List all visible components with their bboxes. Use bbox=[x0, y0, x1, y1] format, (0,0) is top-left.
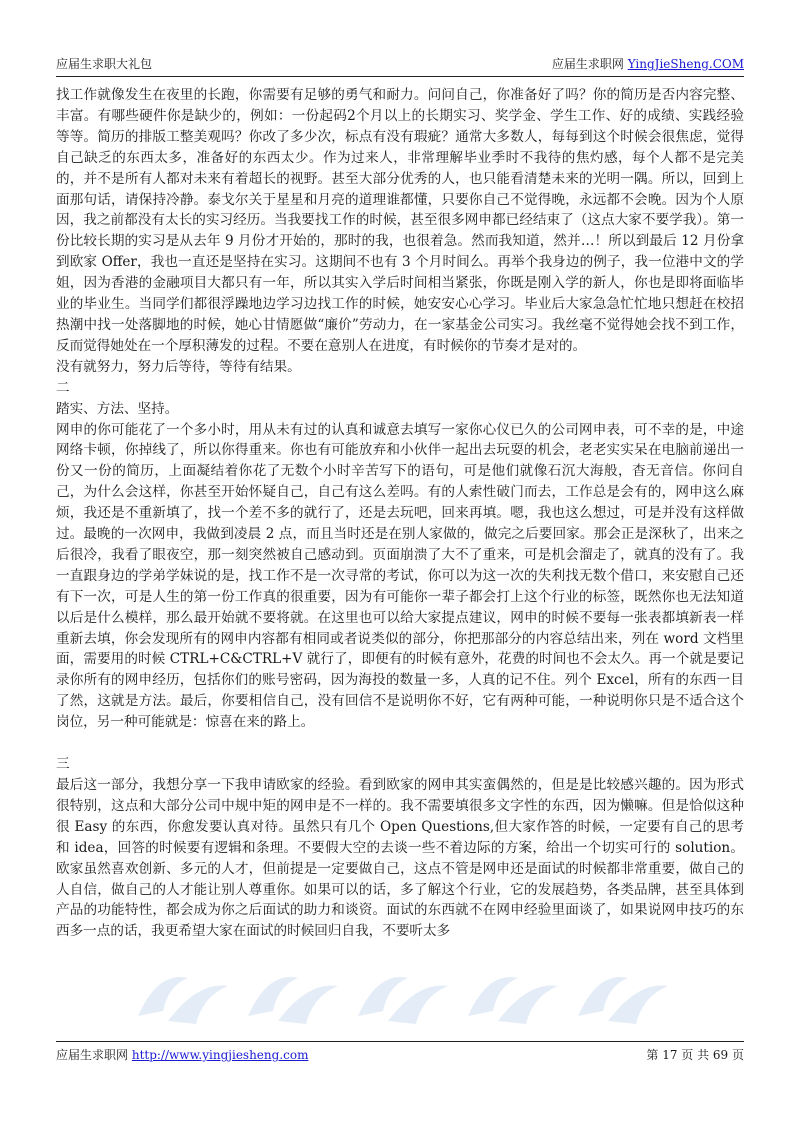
header-site-link[interactable]: YingJieSheng.COM bbox=[627, 57, 744, 71]
section1-closing: 没有就努力，努力后等待，等待有结果。 bbox=[56, 358, 301, 375]
document-body bbox=[56, 85, 744, 942]
section1-paragraph: 找工作就像发生在夜里的长跑，你需要有足够的勇气和耐力。问问自己，你准备好了吗？你的简历是否内容完整、丰富。有哪些硬件你是缺少的，例如：一份起码2个月以上的长期实习、奖学金、学生工作、好的成绩、实践经验等等。简历的排版工整美观吗？你改了多少次，标点有没有瑕疵？通常大多数人，每每到这个时候会很焦虑，觉得自己缺乏的东西太多，准备好的东西太少。作为过来人，非常理解毕业季时不我待的焦灼感，每个人都不是完美的，并不是所有人都对未来有着超长的视野。甚至大部分优秀的人，也只能看清楚未来的光明一隅。所以，回到上面那句话，请保持冷静。泰戈尔关于星星和月亮的道理谁都懂，只要你自己不觉得晚，永远都不会晚。因为个人原因，我之前都没有太长的实习经历。当我要找工作的时候，甚至很多网申都已经结束了（这点大家不要学我）。第一份比较长期的实习是从去年 9 月份才开始的，那时的我，也很着急。然而我知道，然并…！所以到最后 12 月份拿到欧家 Offer，我也一直还是坚持在实习。这期间不也有 3 个月时间么。再举个我身边的例子，我一位港中文的学姐，因为香港的金融项目大都只有一年，所以其实入学后时间相当紧张，你既是刚入学的新人，你也是即将面临毕业的毕业生。当同学们都很浮躁地边学习边找工作的时候，她安安心心学习。毕业后大家急急忙忙地只想赶在校招热潮中找一处落脚地的时候，她心甘情愿做“廉价”劳动力，在一家基金公司实习。我丝毫不觉得她会找不到工作，反而觉得她处在一个厚积薄发的过程。不要在意别人在进度，有时候你的节奏才是对的。 bbox=[56, 87, 744, 354]
header-site bbox=[552, 55, 744, 73]
footer-divider bbox=[56, 1041, 744, 1042]
section3-number: 三 bbox=[56, 756, 70, 773]
footer-site-name: 应届生求职网 bbox=[56, 1048, 129, 1062]
header-divider bbox=[56, 76, 744, 77]
watermark-logo-icon bbox=[458, 966, 568, 1036]
header-title: 应届生求职大礼包 bbox=[56, 57, 153, 71]
header-site-name: 应届生求职网 bbox=[551, 57, 624, 71]
watermark-logo-icon bbox=[348, 966, 458, 1036]
page-number: 第 17 页 共 69 页 bbox=[646, 1048, 744, 1062]
section3-paragraph: 最后这一部分，我想分享一下我申请欧家的经验。看到欧家的网申其实蛮偶然的，但是是比较感兴趣的。因为形式很特别，这点和大部分公司中规中矩的网申是不一样的。我不需要填很多文字性的东西，因为懒嘛。但是恰似这种很 Easy 的东西，你愈发要认真对待。虽然只有几个 Open Questions,但大家作答的时候，一定要有自己的思考和 idea，回答的时候要有逻辑和条理。不要假大空的去谈一些不着边际的方案，给出一个切实可行的 solution。欧家虽然喜欢创新、多元的人才，但前提是一定要做自己，这点不管是网申还是面试的时候都非常重要，做自己的人自信，做自己的人才能让别人尊重你。如果可以的话，多了解这个行业，它的发展趋势，各类品牌，甚至具体到产品的功能特性，都会成为你之后面试的助力和谈资。面试的东西就不在网申经验里面谈了，如果说网申技巧的东西多一点的话，我更希望大家在面试的时候回归自我，不要听太多 bbox=[56, 777, 744, 940]
footer-site-link[interactable]: http://www.yingjiesheng.com bbox=[131, 1048, 309, 1062]
footer-site bbox=[56, 1046, 308, 1064]
section2-paragraph: 网申的你可能花了一个多小时，用从未有过的认真和诚意去填写一家你心仪已久的公司网申表，可不幸的是，中途网络卡顿，你掉线了，所以你得重来。你也有可能放弃和小伙伴一起出去玩耍的机会，老老实实呆在电脑前递出一份又一份的简历，上面凝结着你花了无数个小时辛苦写下的语句，可是他们就像石沉大海般，杳无音信。你问自己，为什么会这样，你甚至开始怀疑自己，自己有这么差吗。有的人索性破门而去，工作总是会有的，网申这么麻烦，我还是不重新填了，找一个差不多的就行了，还是去玩吧，回来再填。嗯，我也这么想过，可是并没有这样做过。最晚的一次网申，我做到凌晨 2 点，而且当时还是在别人家做的，做完之后要回家。那会正是深秋了，出来之后很冷，我看了眼夜空，那一刻突然被自己感动到。页面崩溃了大不了重来，可是机会溜走了，就真的没有了。我一直跟身边的学弟学妹说的是，找工作不是一次寻常的考试，你可以为这一次的失利找无数个借口，来安慰自己还有下一次，可是人生的第一份工作真的很重要，因为有可能你一辈子都会打上这个行业的标签，既然你也无法知道以后是什么模样，那么最开始就不要将就。在这里也可以给大家提点建议，网申的时候不要每一张表都填新表一样重新去填，你会发现所有的网申内容都有相同或者说类似的部分，你把那部分的内容总结出来，列在 word 文档里面，需要用的时候 CTRL+C&CTRL+V 就行了，即便有的时候有意外，花费的时间也不会太久。再一个就是要记录你所有的网申经历，包括你们的账号密码，因为海投的数量一多，人真的记不住。列个 Excel，所有的东西一目了然，这就是方法。最后，你要相信自己，没有回信不是说明你不好，它有两种可能，一种说明你只是不适合这个岗位，另一种可能就是：惊喜在来的路上。 bbox=[56, 421, 744, 731]
section2-heading: 踏实、方法、坚持。 bbox=[56, 400, 179, 417]
watermark-row bbox=[0, 966, 800, 1046]
page-header bbox=[56, 55, 744, 75]
section2-number: 二 bbox=[56, 379, 70, 396]
watermark-logo-icon bbox=[128, 966, 238, 1036]
page-footer bbox=[56, 1046, 744, 1066]
watermark-logo-icon bbox=[238, 966, 348, 1036]
section-gap bbox=[56, 733, 744, 754]
watermark-logo-icon bbox=[568, 966, 678, 1036]
